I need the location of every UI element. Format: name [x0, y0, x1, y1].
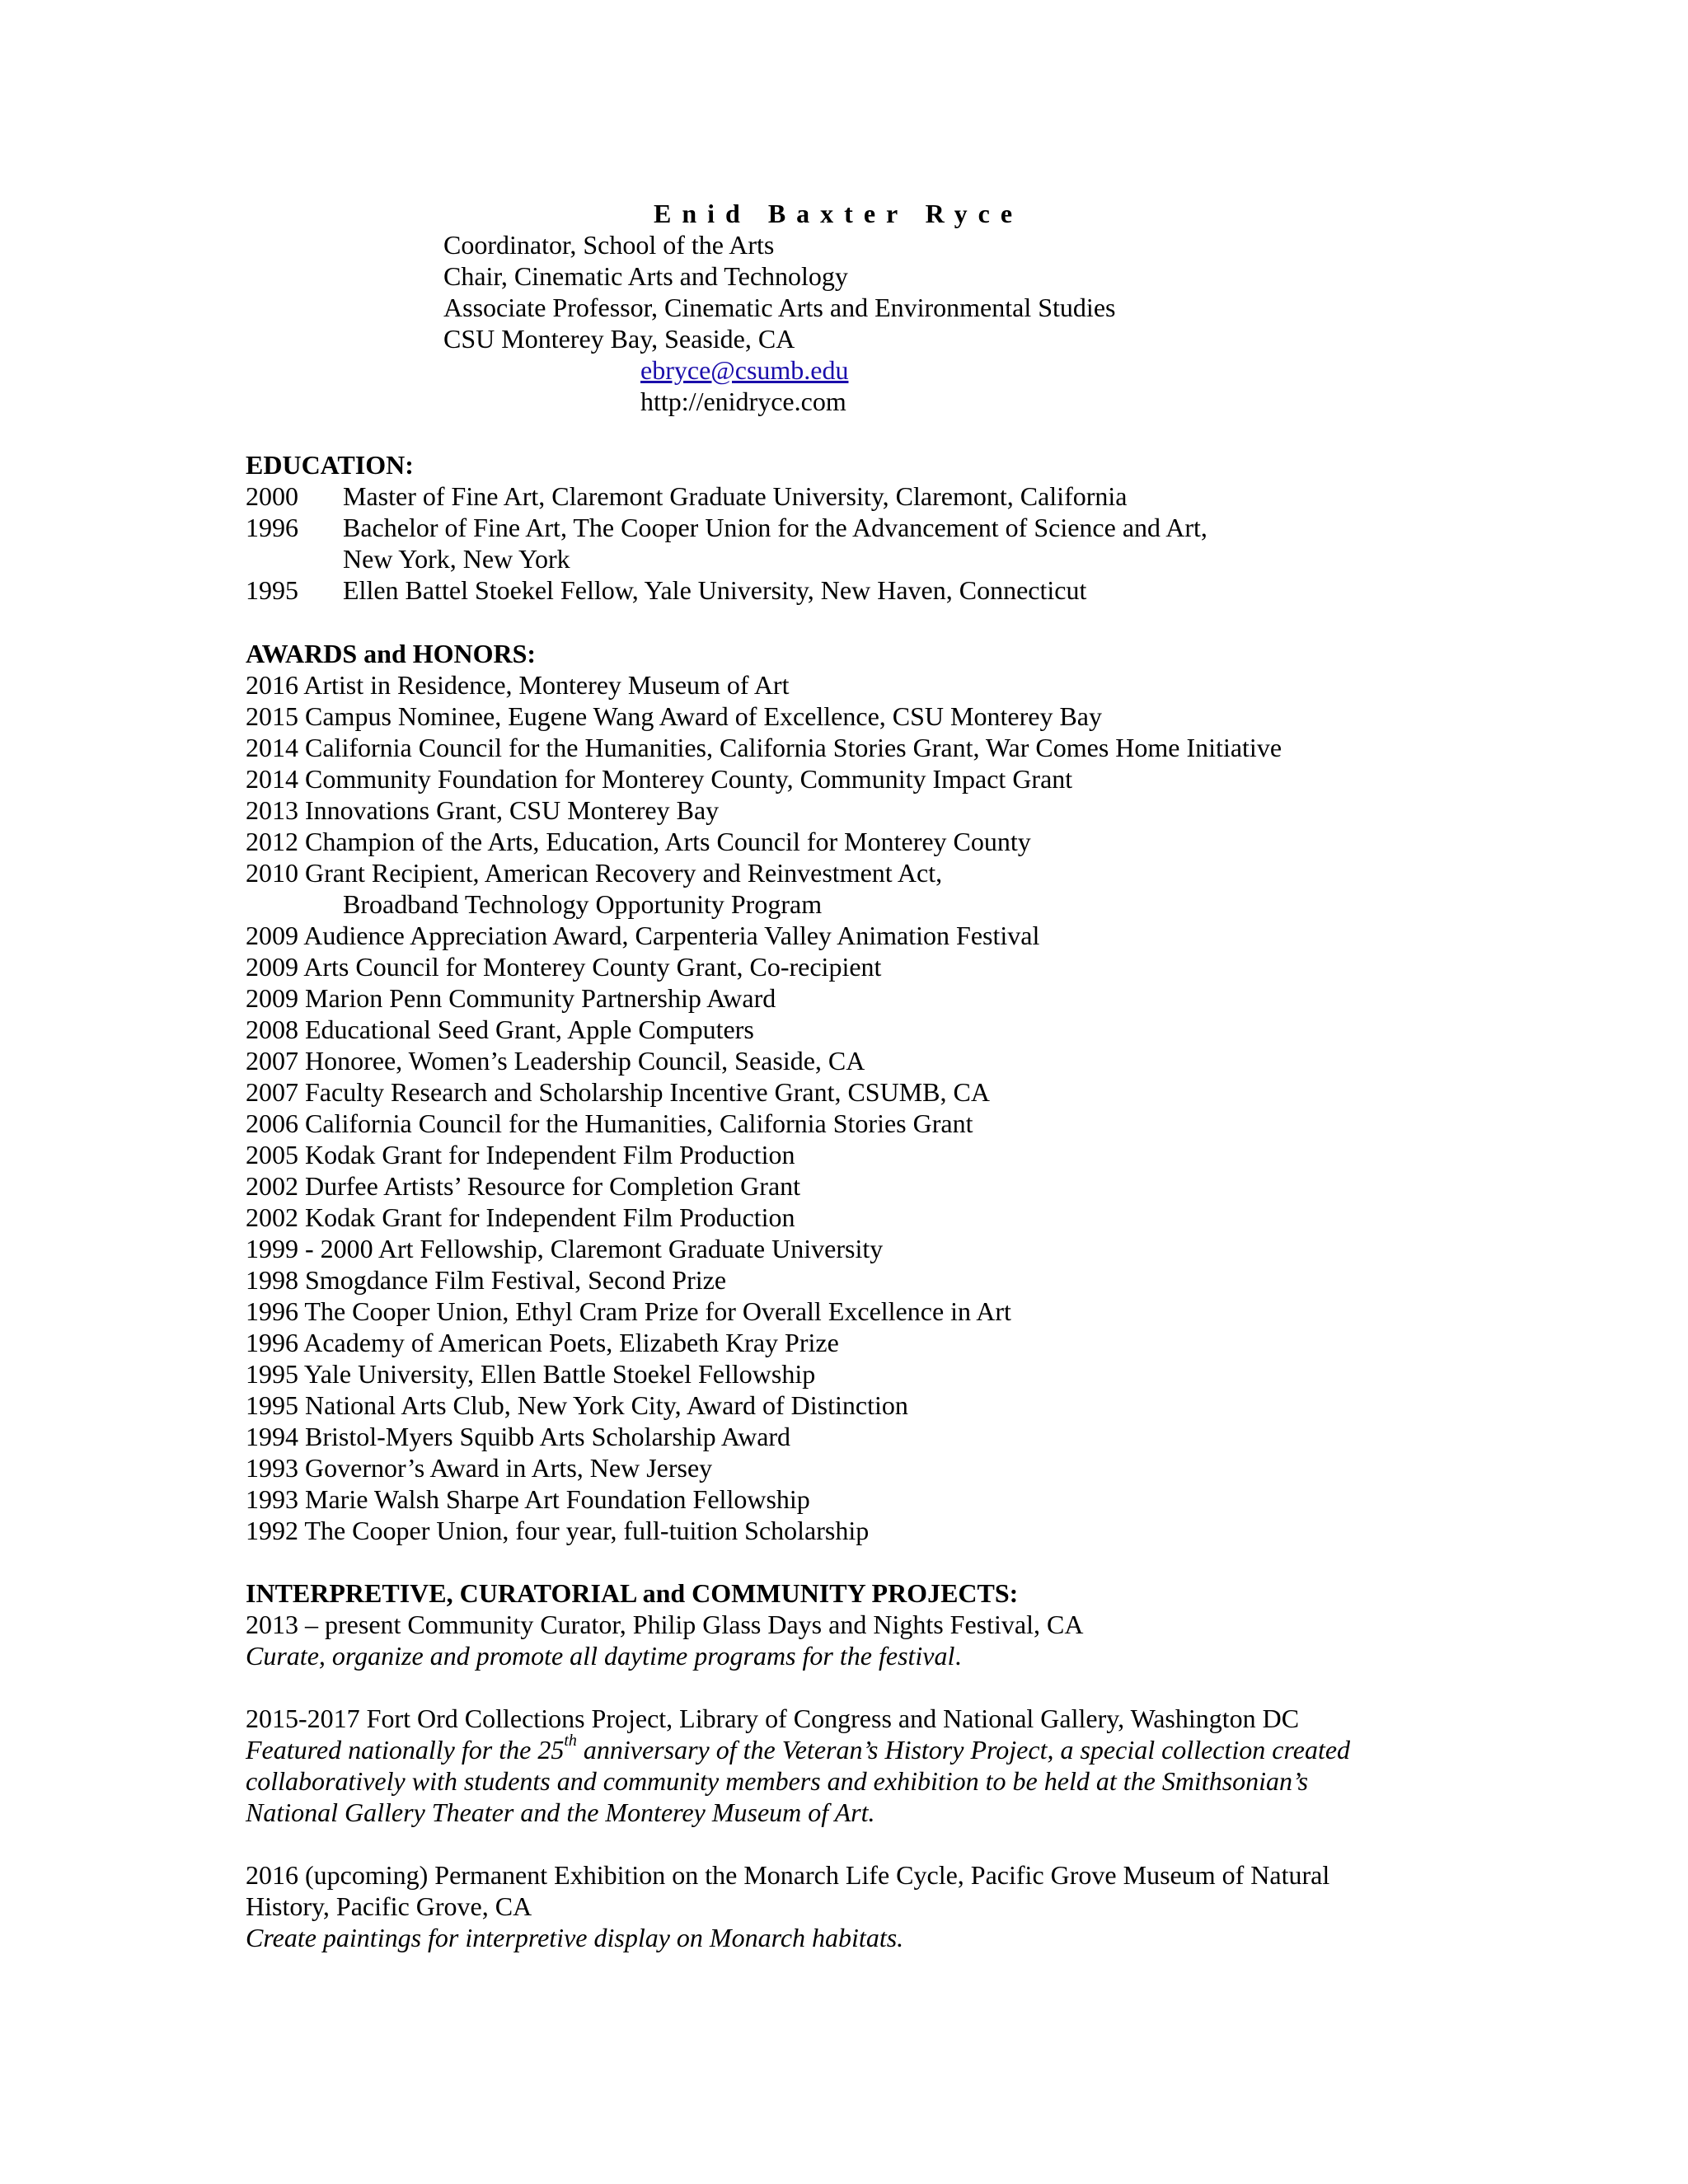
education-item: [246, 574, 1086, 606]
education-text-continued: New York, New York: [343, 544, 570, 574]
award-item: 1992 The Cooper Union, four year, full-tuition Scholarship: [246, 1516, 870, 1545]
email-link[interactable]: ebryce@csumb.edu: [640, 355, 849, 385]
project-title-fort-ord: 2015-2017 Fort Ord Collections Project, Library of Congress and National Gallery, Washington DC: [246, 1704, 1300, 1733]
project-desc-text: Curate, organize and promote all daytime programs for the festival: [246, 1641, 955, 1671]
award-item: 2014 California Council for the Humanities, California Stories Grant, War Comes Home Initiative: [246, 733, 1282, 762]
award-item: 2009 Arts Council for Monterey County Grant, Co-recipient: [246, 952, 882, 982]
award-item: 1995 National Arts Club, New York City, Award of Distinction: [246, 1390, 908, 1420]
award-item-continued: Broadband Technology Opportunity Program: [343, 889, 823, 919]
project-desc-glass-festival: [246, 1640, 961, 1671]
project-desc-period: .: [954, 1641, 962, 1671]
project-desc-fort-ord: [246, 1734, 1350, 1765]
project-title-monarch: 2016 (upcoming) Permanent Exhibition on the Monarch Life Cycle, Pacific Grove Museum of Natural: [246, 1860, 1330, 1890]
education-year: 1996: [246, 513, 298, 542]
award-item: 2009 Marion Penn Community Partnership Award: [246, 983, 776, 1013]
award-item: 2002 Durfee Artists’ Resource for Completion Grant: [246, 1171, 801, 1201]
award-item: 2014 Community Foundation for Monterey County, Community Impact Grant: [246, 764, 1073, 794]
title-associate-professor: Associate Professor, Cinematic Arts and Environmental Studies: [443, 293, 1116, 322]
award-item: 1999 - 2000 Art Fellowship, Claremont Graduate University: [246, 1234, 884, 1263]
awards-heading: AWARDS and HONORS:: [246, 639, 537, 668]
award-item: 1993 Governor’s Award in Arts, New Jersey: [246, 1453, 713, 1483]
title-coordinator: Coordinator, School of the Arts: [443, 230, 775, 260]
award-item: 2002 Kodak Grant for Independent Film Production: [246, 1202, 795, 1232]
project-desc-fort-ord: National Gallery Theater and the Monterey Museum of Art.: [246, 1797, 875, 1827]
education-text: Master of Fine Art, Claremont Graduate University, Claremont, California: [343, 481, 1128, 511]
project-desc-text: anniversary of the Veteran’s History Project, a special collection created: [576, 1735, 1351, 1765]
award-item: 2008 Educational Seed Grant, Apple Computers: [246, 1015, 754, 1044]
project-desc-fort-ord: collaboratively with students and community members and exhibition to be held at the Smithsonian’s: [246, 1766, 1309, 1796]
project-title-glass-festival: 2013 – present Community Curator, Philip Glass Days and Nights Festival, CA: [246, 1610, 1084, 1639]
cv-name: Enid Baxter Ryce: [654, 199, 1024, 228]
award-item: 1995 Yale University, Ellen Battle Stoekel Fellowship: [246, 1359, 816, 1389]
superscript-th: th: [564, 1732, 577, 1750]
award-item: 2005 Kodak Grant for Independent Film Production: [246, 1140, 795, 1169]
website-url: http://enidryce.com: [640, 387, 846, 416]
award-item: 2012 Champion of the Arts, Education, Arts Council for Monterey County: [246, 827, 1031, 856]
project-desc-monarch: Create paintings for interpretive display on Monarch habitats.: [246, 1923, 904, 1952]
award-item: 2009 Audience Appreciation Award, Carpenteria Valley Animation Festival: [246, 921, 1040, 950]
title-chair: Chair, Cinematic Arts and Technology: [443, 261, 848, 291]
education-year: 1995: [246, 575, 298, 605]
education-year: 2000: [246, 481, 298, 511]
education-item: [246, 480, 1127, 512]
award-item: 1996 The Cooper Union, Ethyl Cram Prize for Overall Excellence in Art: [246, 1296, 1011, 1326]
award-item: 2007 Faculty Research and Scholarship Incentive Grant, CSUMB, CA: [246, 1077, 990, 1107]
award-item: 2013 Innovations Grant, CSU Monterey Bay: [246, 795, 720, 825]
education-heading: EDUCATION:: [246, 450, 414, 480]
education-item: [246, 512, 1207, 543]
award-item: 2006 California Council for the Humanities, California Stories Grant: [246, 1108, 973, 1138]
education-text: Ellen Battel Stoekel Fellow, Yale University, New Haven, Connecticut: [343, 575, 1087, 605]
projects-heading: INTERPRETIVE, CURATORIAL and COMMUNITY PROJECTS:: [246, 1578, 1019, 1608]
award-item: 1998 Smogdance Film Festival, Second Prize: [246, 1265, 727, 1295]
project-desc-text: Featured nationally for the 25: [246, 1735, 565, 1765]
award-item: 2016 Artist in Residence, Monterey Museum of Art: [246, 670, 790, 700]
award-item: 2007 Honoree, Women’s Leadership Council, Seaside, CA: [246, 1046, 865, 1076]
location: CSU Monterey Bay, Seaside, CA: [443, 324, 795, 354]
project-title-monarch: History, Pacific Grove, CA: [246, 1891, 532, 1921]
award-item: 2010 Grant Recipient, American Recovery and Reinvestment Act,: [246, 858, 943, 888]
award-item: 1993 Marie Walsh Sharpe Art Foundation Fellowship: [246, 1484, 810, 1514]
award-item: 2015 Campus Nominee, Eugene Wang Award of Excellence, CSU Monterey Bay: [246, 701, 1102, 731]
award-item: 1994 Bristol-Myers Squibb Arts Scholarship Award: [246, 1422, 791, 1451]
education-text: Bachelor of Fine Art, The Cooper Union for the Advancement of Science and Art,: [343, 513, 1207, 542]
award-item: 1996 Academy of American Poets, Elizabeth Kray Prize: [246, 1328, 839, 1357]
